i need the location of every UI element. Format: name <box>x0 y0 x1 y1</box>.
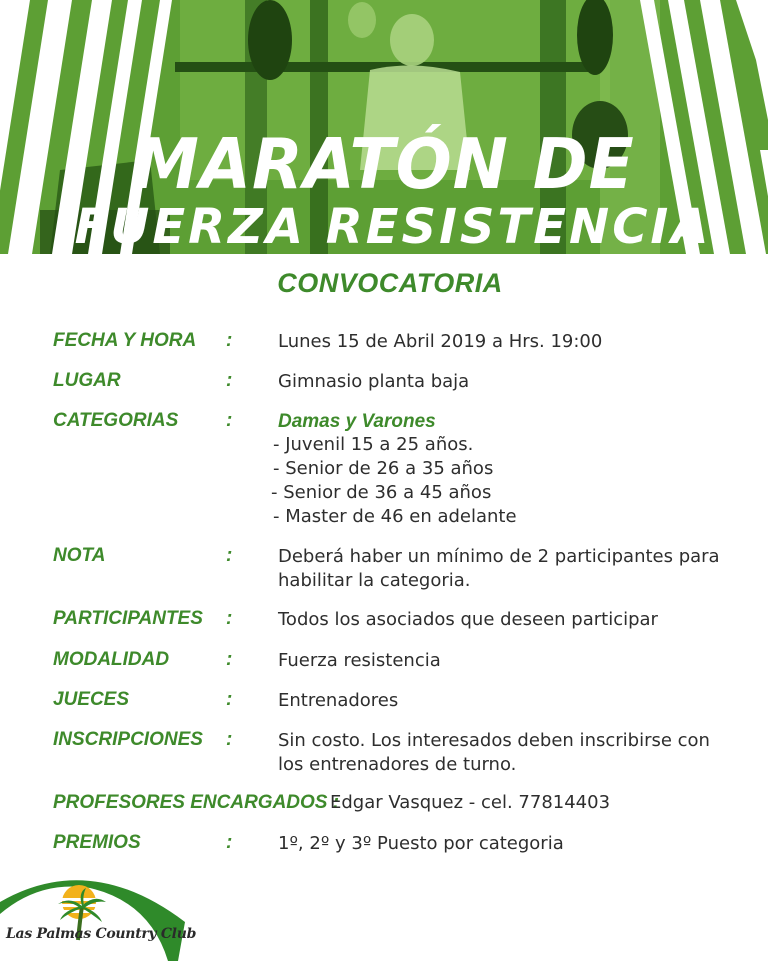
colon: : <box>226 689 233 710</box>
label-categorias: CATEGORIAS <box>53 410 179 431</box>
category-item: - Senior de 26 a 35 años <box>273 458 494 479</box>
colon: : <box>226 410 233 431</box>
category-item: - Senior de 36 a 45 años <box>271 482 492 503</box>
categorias-heading: Damas y Varones <box>278 411 436 432</box>
subtitle: CONVOCATORIA <box>277 268 503 298</box>
colon: : <box>226 608 233 629</box>
colon: : <box>226 729 233 750</box>
colon: : <box>226 330 233 351</box>
value-jueces: Entrenadores <box>278 690 399 711</box>
label-fecha: FECHA Y HORA <box>53 330 197 351</box>
logo-text: Las Palmas Country Club <box>6 926 197 942</box>
value-inscripciones: Sin costo. Los interesados deben inscribirse con los entrenadores de turno. <box>278 730 710 775</box>
label-participantes: PARTICIPANTES <box>53 608 203 629</box>
category-item: - Juvenil 15 a 25 años. <box>273 434 474 455</box>
hero-banner <box>0 0 768 254</box>
value-participantes: Todos los asociados que deseen participar <box>278 609 658 630</box>
value-fecha: Lunes 15 de Abril 2019 a Hrs. 19:00 <box>278 331 603 352</box>
label-inscripciones: INSCRIPCIONES <box>53 729 203 750</box>
value-modalidad: Fuerza resistencia <box>278 650 441 671</box>
title-line-1: MARATÓN DE <box>133 124 635 205</box>
value-profesores: Edgar Vasquez - cel. 77814403 <box>330 792 611 813</box>
title-line-2: FUERZA RESISTENCIA <box>74 199 712 254</box>
label-nota: NOTA <box>53 545 106 566</box>
colon: : <box>226 545 233 566</box>
colon: : <box>226 370 233 391</box>
label-premios: PREMIOS <box>53 832 141 853</box>
value-nota: Deberá haber un mínimo de 2 participantes para habilitar la categoria. <box>278 546 720 591</box>
label-modalidad: MODALIDAD <box>53 649 170 670</box>
category-item: - Master de 46 en adelante <box>273 506 517 527</box>
colon: : <box>226 649 233 670</box>
label-jueces: JUECES <box>53 689 130 710</box>
colon: : <box>226 832 233 853</box>
value-premios: 1º, 2º y 3º Puesto por categoria <box>278 833 564 854</box>
label-lugar: LUGAR <box>53 370 121 391</box>
value-lugar: Gimnasio planta baja <box>278 371 470 392</box>
label-profesores: PROFESORES ENCARGADOS : <box>53 792 340 813</box>
palm-tree-sun-icon <box>0 862 200 961</box>
